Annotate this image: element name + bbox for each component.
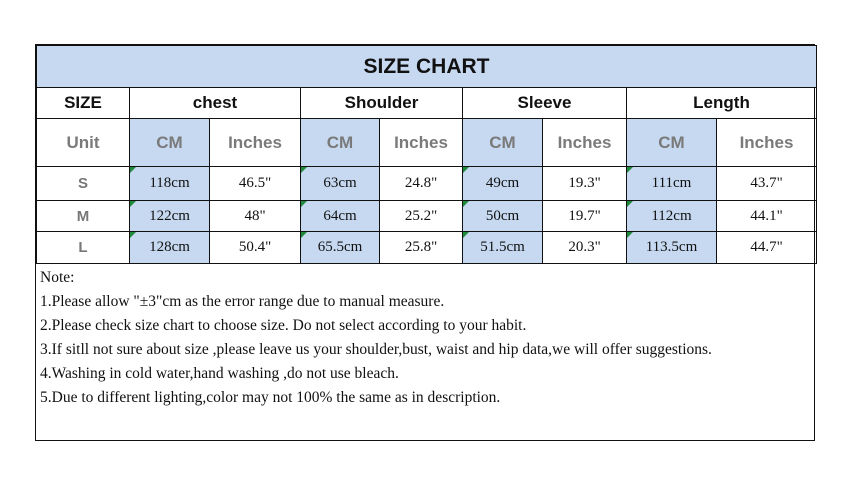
table-row-s xyxy=(37,167,817,201)
note-item: 4.Washing in cold water,hand washing ,do not use bleach. xyxy=(40,365,399,382)
shoulder-unit-inches: Inches xyxy=(380,119,463,167)
shoulder-inches-value: 25.8" xyxy=(380,232,463,264)
sleeve-inches-value: 19.7" xyxy=(543,201,627,232)
shoulder-cm-value: 65.5cm xyxy=(301,232,380,264)
table-row-m xyxy=(37,201,817,232)
header-size: SIZE xyxy=(37,88,130,119)
sleeve-inches-value: 20.3" xyxy=(543,232,627,264)
sleeve-cm-value: 50cm xyxy=(463,201,543,232)
size-label: M xyxy=(37,201,130,232)
size-chart-frame xyxy=(35,44,815,441)
size-label: L xyxy=(37,232,130,264)
header-sleeve: Sleeve xyxy=(463,88,627,119)
length-cm-value: 111cm xyxy=(627,167,717,201)
note-item: 5.Due to different lighting,color may not 100% the same as in description. xyxy=(40,389,501,406)
shoulder-cm-value: 64cm xyxy=(301,201,380,232)
chest-unit-cm: CM xyxy=(130,119,210,167)
sleeve-unit-cm: CM xyxy=(463,119,543,167)
sleeve-unit-inches: Inches xyxy=(543,119,627,167)
length-cm-value: 112cm xyxy=(627,201,717,232)
chest-inches-value: 48" xyxy=(210,201,301,232)
length-inches-value: 44.7" xyxy=(717,232,817,264)
length-cm-value: 113.5cm xyxy=(627,232,717,264)
size-label: S xyxy=(37,167,130,201)
unit-label: Unit xyxy=(37,119,130,167)
note-item: 2.Please check size chart to choose size. Do not select according to your habit. xyxy=(40,317,527,334)
chest-unit-inches: Inches xyxy=(210,119,301,167)
notes-heading: Note: xyxy=(40,269,75,286)
table-row-l xyxy=(37,232,817,264)
length-inches-value: 43.7" xyxy=(717,167,817,201)
note-item: 3.If sitll not sure about size ,please leave us your shoulder,bust, waist and hip data,we will offer suggestions. xyxy=(40,341,712,358)
notes-section xyxy=(40,266,810,410)
chest-cm-value: 128cm xyxy=(130,232,210,264)
size-chart-table xyxy=(36,45,817,264)
chest-cm-value: 122cm xyxy=(130,201,210,232)
shoulder-inches-value: 25.2" xyxy=(380,201,463,232)
length-unit-cm: CM xyxy=(627,119,717,167)
chest-inches-value: 46.5" xyxy=(210,167,301,201)
length-inches-value: 44.1" xyxy=(717,201,817,232)
length-unit-inches: Inches xyxy=(717,119,817,167)
sleeve-inches-value: 19.3" xyxy=(543,167,627,201)
header-shoulder: Shoulder xyxy=(301,88,463,119)
chest-cm-value: 118cm xyxy=(130,167,210,201)
shoulder-inches-value: 24.8" xyxy=(380,167,463,201)
shoulder-cm-value: 63cm xyxy=(301,167,380,201)
header-length: Length xyxy=(627,88,817,119)
sleeve-cm-value: 49cm xyxy=(463,167,543,201)
header-chest: chest xyxy=(130,88,301,119)
shoulder-unit-cm: CM xyxy=(301,119,380,167)
note-item: 1.Please allow "±3"cm as the error range due to manual measure. xyxy=(40,293,445,310)
sleeve-cm-value: 51.5cm xyxy=(463,232,543,264)
chest-inches-value: 50.4" xyxy=(210,232,301,264)
chart-title: SIZE CHART xyxy=(37,46,817,88)
